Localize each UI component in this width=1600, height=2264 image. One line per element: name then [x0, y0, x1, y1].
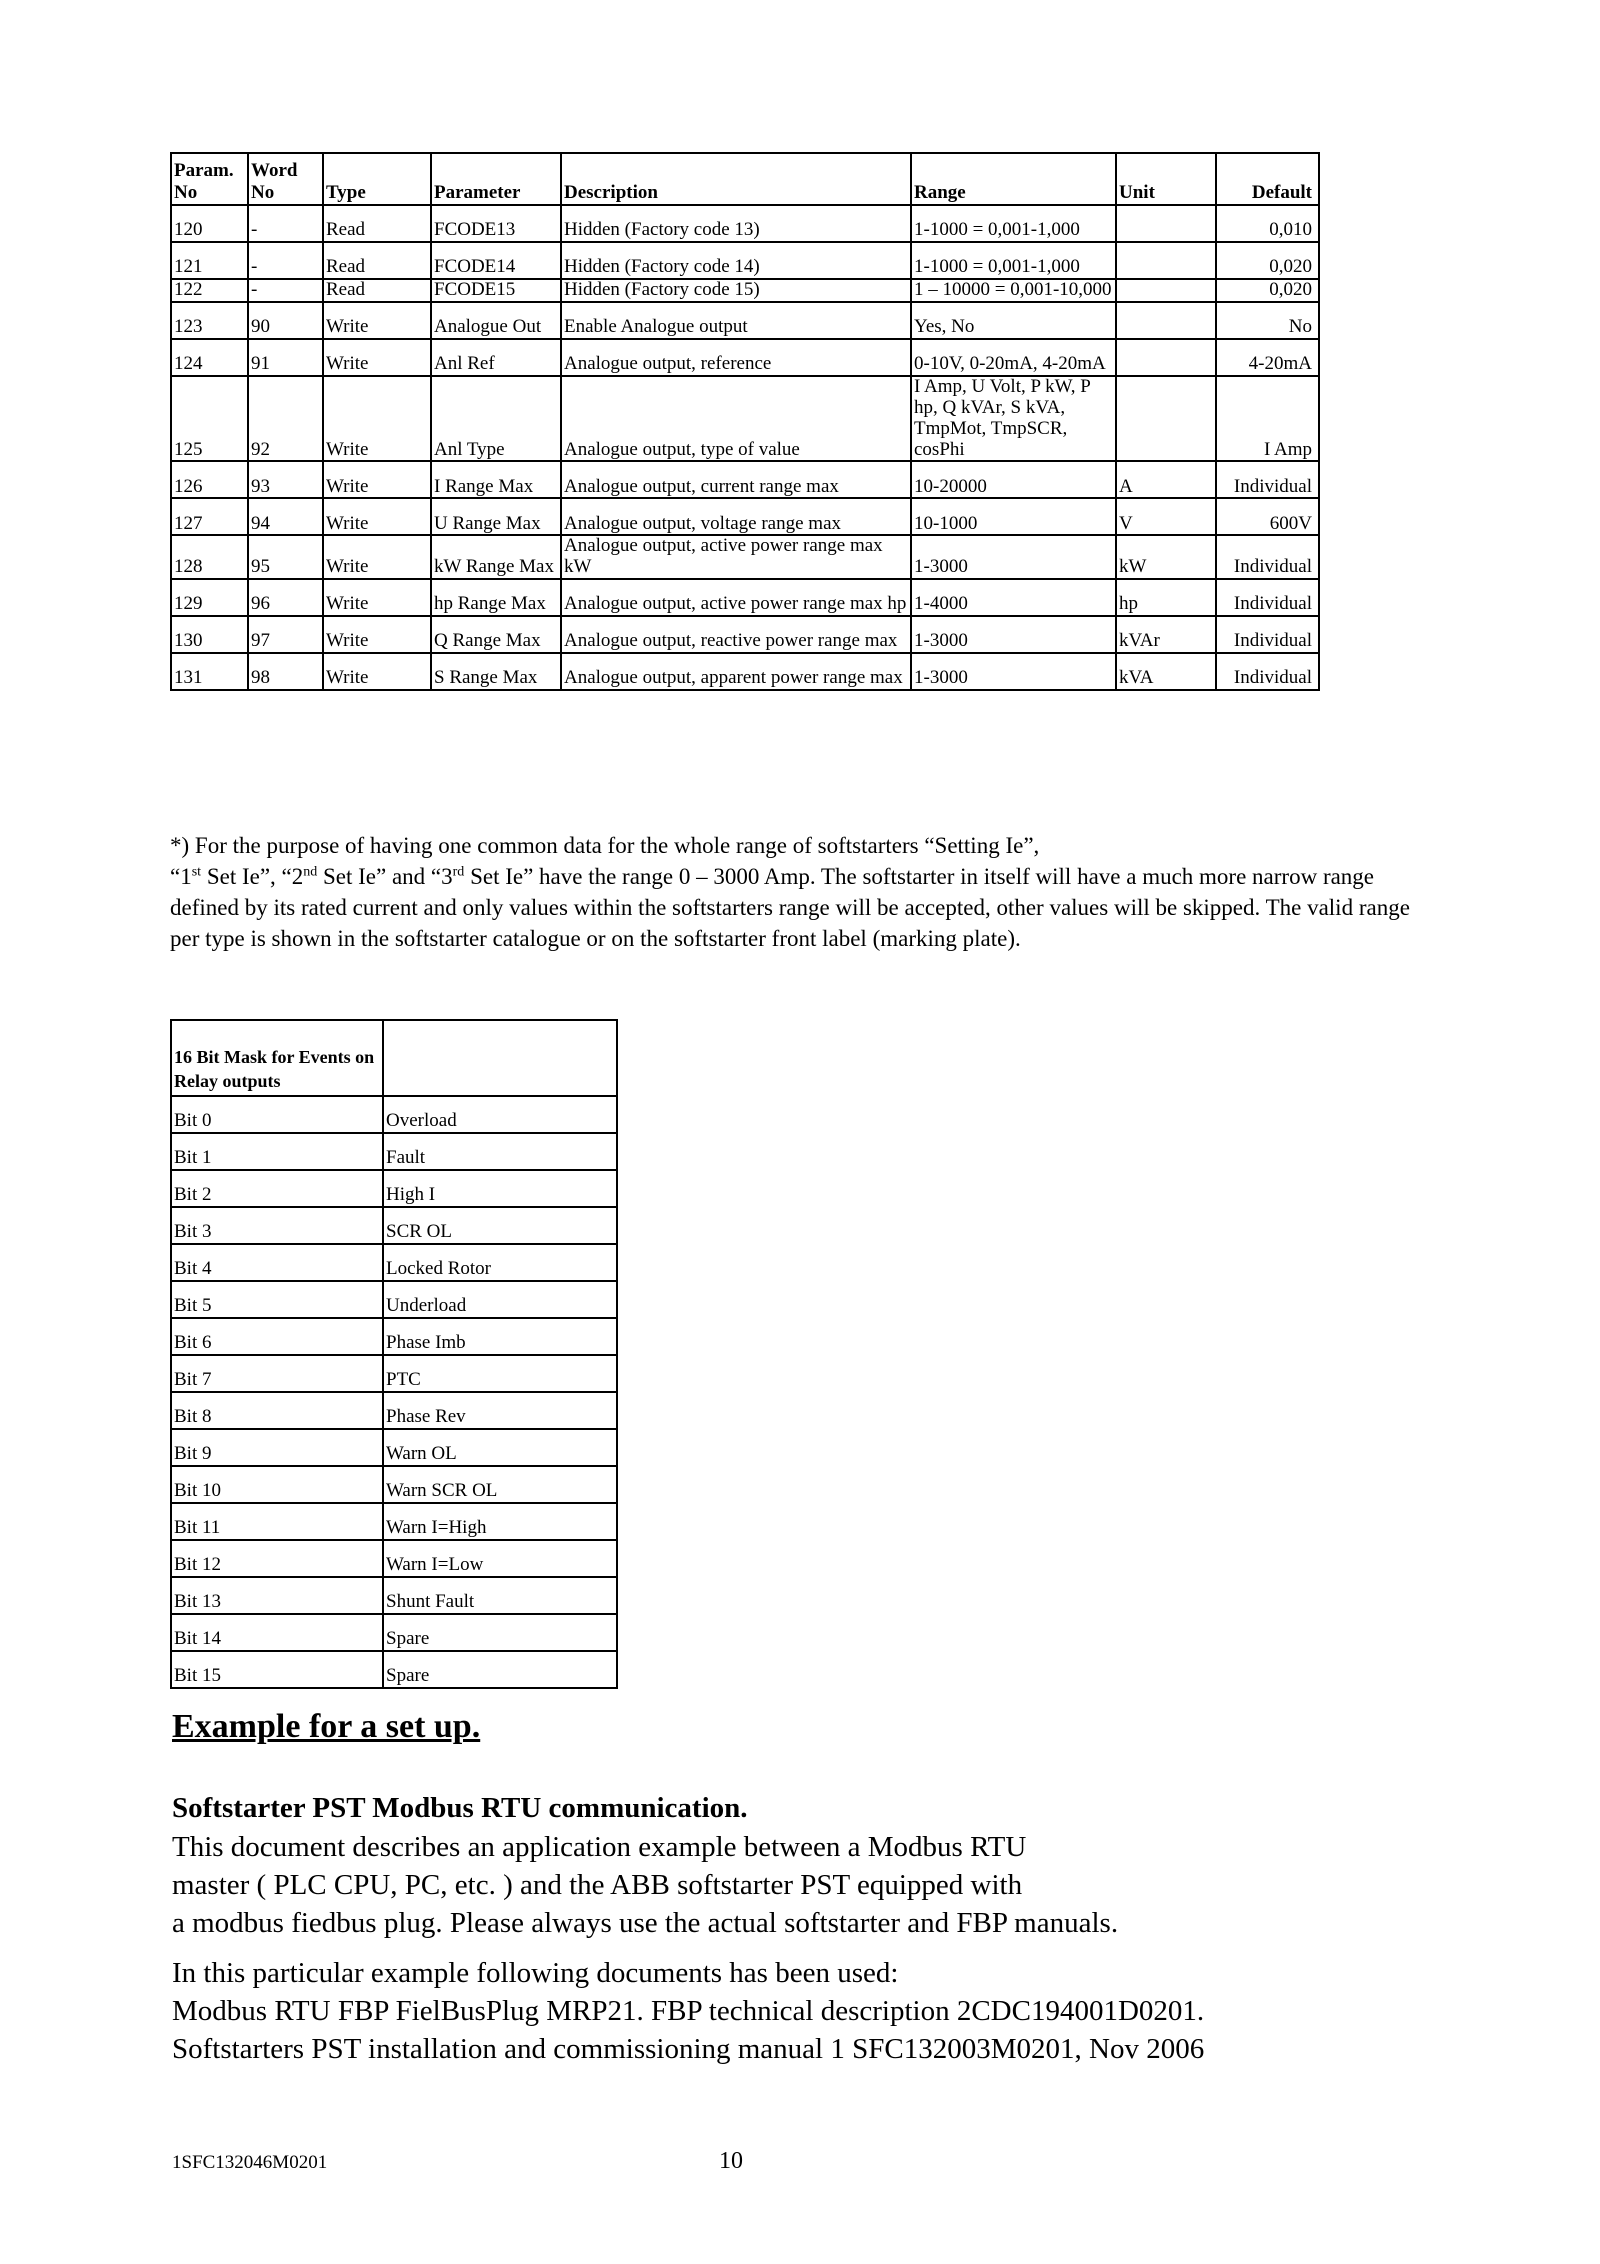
cell-bit: Bit 5: [171, 1281, 383, 1318]
cell-word: -: [248, 242, 323, 279]
cell-unit: [1116, 205, 1216, 242]
cell-word: 98: [248, 653, 323, 690]
cell-param: 130: [171, 616, 248, 653]
cell-event: Warn OL: [383, 1429, 617, 1466]
cell-event: Locked Rotor: [383, 1244, 617, 1281]
cell-bit: Bit 14: [171, 1614, 383, 1651]
table-row: [171, 1429, 617, 1466]
cell-type: Write: [323, 579, 431, 616]
header-unit: Unit: [1116, 153, 1216, 205]
cell-type: Write: [323, 653, 431, 690]
cell-range: 1-1000 = 0,001-1,000: [911, 242, 1116, 279]
table-row: [171, 376, 1319, 462]
cell-range: 1 – 10000 = 0,001-10,000: [911, 279, 1116, 302]
header-range: Range: [911, 153, 1116, 205]
cell-type: Read: [323, 279, 431, 302]
bit-mask-header-empty: [383, 1020, 617, 1096]
cell-param: 122: [171, 279, 248, 302]
cell-unit: [1116, 302, 1216, 339]
cell-word: 90: [248, 302, 323, 339]
cell-event: Warn I=Low: [383, 1540, 617, 1577]
table-row: [171, 461, 1319, 498]
page-number: 10: [719, 2148, 743, 2174]
cell-parameter: FCODE13: [431, 205, 561, 242]
cell-param: 121: [171, 242, 248, 279]
cell-description: Analogue output, reference: [561, 339, 911, 376]
cell-word: 95: [248, 535, 323, 579]
table-row: [171, 1466, 617, 1503]
table-row: [171, 1651, 617, 1688]
cell-word: 91: [248, 339, 323, 376]
cell-parameter: I Range Max: [431, 461, 561, 498]
cell-unit: kVAr: [1116, 616, 1216, 653]
cell-default: Individual: [1216, 616, 1319, 653]
parameter-table: [170, 152, 1320, 691]
cell-event: Shunt Fault: [383, 1577, 617, 1614]
cell-param: 129: [171, 579, 248, 616]
cell-word: 93: [248, 461, 323, 498]
cell-range: I Amp, U Volt, P kW, P hp, Q kVAr, S kVA, TmpMot, TmpSCR, cosPhi: [911, 376, 1116, 462]
footnote-paragraph: *) For the purpose of having one common data for the whole range of softstarters “Setting Ie”, “1st Set Ie”, “2nd Set Ie” and “3rd Set Ie” have the range 0 – 3000 Amp. The softstarter in itself will have a much more narrow range defined by its rated current and only values within the softstarters range will be accepted, other values will be skipped. The valid range per type is shown in the softstarter catalogue or on the softstarter front label (marking plate).: [170, 833, 1410, 951]
cell-event: Underload: [383, 1281, 617, 1318]
cell-type: Write: [323, 616, 431, 653]
cell-event: Phase Rev: [383, 1392, 617, 1429]
cell-default: 4-20mA: [1216, 339, 1319, 376]
cell-unit: [1116, 339, 1216, 376]
table-row: [171, 1170, 617, 1207]
cell-bit: Bit 8: [171, 1392, 383, 1429]
cell-description: Analogue output, apparent power range max: [561, 653, 911, 690]
cell-bit: Bit 12: [171, 1540, 383, 1577]
cell-type: Write: [323, 339, 431, 376]
cell-bit: Bit 7: [171, 1355, 383, 1392]
table-row: [171, 1392, 617, 1429]
cell-event: Spare: [383, 1651, 617, 1688]
cell-default: Individual: [1216, 535, 1319, 579]
cell-range: 1-3000: [911, 653, 1116, 690]
footer-document-number: 1SFC132046M0201: [172, 2152, 328, 2173]
cell-parameter: hp Range Max: [431, 579, 561, 616]
cell-event: High I: [383, 1170, 617, 1207]
cell-event: Warn I=High: [383, 1503, 617, 1540]
cell-type: Write: [323, 376, 431, 462]
table-row: [171, 1281, 617, 1318]
cell-unit: V: [1116, 498, 1216, 535]
cell-event: SCR OL: [383, 1207, 617, 1244]
cell-param: 126: [171, 461, 248, 498]
cell-unit: [1116, 279, 1216, 302]
cell-bit: Bit 0: [171, 1096, 383, 1133]
cell-unit: hp: [1116, 579, 1216, 616]
intro-line: a modbus fiedbus plug. Please always use the actual softstarter and FBP manuals.: [172, 1907, 1119, 1939]
documents-line: Modbus RTU FBP FielBusPlug MRP21. FBP technical description 2CDC194001D0201.: [172, 1995, 1205, 2027]
cell-bit: Bit 1: [171, 1133, 383, 1170]
cell-param: 127: [171, 498, 248, 535]
cell-param: 125: [171, 376, 248, 462]
cell-param: 120: [171, 205, 248, 242]
cell-range: 1-3000: [911, 535, 1116, 579]
header-param-no: Param. No: [171, 153, 248, 205]
cell-range: 1-4000: [911, 579, 1116, 616]
cell-range: 10-20000: [911, 461, 1116, 498]
cell-default: 0,020: [1216, 279, 1319, 302]
cell-type: Read: [323, 205, 431, 242]
cell-default: Individual: [1216, 653, 1319, 690]
cell-unit: [1116, 376, 1216, 462]
cell-word: 94: [248, 498, 323, 535]
cell-event: PTC: [383, 1355, 617, 1392]
cell-type: Read: [323, 242, 431, 279]
cell-parameter: FCODE15: [431, 279, 561, 302]
header-type: Type: [323, 153, 431, 205]
cell-bit: Bit 10: [171, 1466, 383, 1503]
documents-paragraph: [172, 1954, 1522, 2068]
cell-parameter: Q Range Max: [431, 616, 561, 653]
cell-word: 97: [248, 616, 323, 653]
cell-bit: Bit 6: [171, 1318, 383, 1355]
table-row: [171, 279, 1319, 302]
cell-event: Fault: [383, 1133, 617, 1170]
intro-line: master ( PLC CPU, PC, etc. ) and the ABB softstarter PST equipped with: [172, 1869, 1023, 1901]
cell-bit: Bit 15: [171, 1651, 383, 1688]
cell-type: Write: [323, 498, 431, 535]
header-word-no: Word No: [248, 153, 323, 205]
table-row: [171, 205, 1319, 242]
table-row: [171, 498, 1319, 535]
cell-bit: Bit 9: [171, 1429, 383, 1466]
cell-param: 124: [171, 339, 248, 376]
cell-description: Hidden (Factory code 13): [561, 205, 911, 242]
table-row: [171, 579, 1319, 616]
table-row: [171, 1096, 617, 1133]
table-row: [171, 1614, 617, 1651]
table-row: [171, 302, 1319, 339]
cell-parameter: Anl Ref: [431, 339, 561, 376]
cell-default: Individual: [1216, 579, 1319, 616]
intro-paragraph: [172, 1828, 1472, 1942]
cell-parameter: Anl Type: [431, 376, 561, 462]
cell-parameter: kW Range Max: [431, 535, 561, 579]
cell-type: Write: [323, 302, 431, 339]
cell-event: Spare: [383, 1614, 617, 1651]
cell-unit: kVA: [1116, 653, 1216, 690]
cell-parameter: Analogue Out: [431, 302, 561, 339]
cell-parameter: FCODE14: [431, 242, 561, 279]
section-heading: Softstarter PST Modbus RTU communication.: [172, 1792, 748, 1824]
cell-bit: Bit 2: [171, 1170, 383, 1207]
cell-event: Warn SCR OL: [383, 1466, 617, 1503]
cell-description: Analogue output, active power range max kW: [561, 535, 911, 579]
header-parameter: Parameter: [431, 153, 561, 205]
cell-parameter: U Range Max: [431, 498, 561, 535]
cell-unit: A: [1116, 461, 1216, 498]
cell-event: Phase Imb: [383, 1318, 617, 1355]
cell-event: Overload: [383, 1096, 617, 1133]
example-heading: Example for a set up.: [172, 1708, 481, 1745]
table-row: [171, 339, 1319, 376]
table-row: [171, 1355, 617, 1392]
documents-line: Softstarters PST installation and commissioning manual 1 SFC132003M0201, Nov 2006: [172, 2033, 1205, 2065]
cell-type: Write: [323, 461, 431, 498]
cell-range: Yes, No: [911, 302, 1116, 339]
table-row: [171, 616, 1319, 653]
cell-word: 96: [248, 579, 323, 616]
cell-description: Analogue output, active power range max hp: [561, 579, 911, 616]
table-row: [171, 1244, 617, 1281]
cell-unit: [1116, 242, 1216, 279]
cell-param: 128: [171, 535, 248, 579]
cell-default: 600V: [1216, 498, 1319, 535]
cell-description: Analogue output, current range max: [561, 461, 911, 498]
cell-param: 131: [171, 653, 248, 690]
cell-unit: kW: [1116, 535, 1216, 579]
cell-range: 1-1000 = 0,001-1,000: [911, 205, 1116, 242]
header-default: Default: [1216, 153, 1319, 205]
table-row: [171, 1503, 617, 1540]
cell-description: Analogue output, voltage range max: [561, 498, 911, 535]
bit-mask-table: [170, 1019, 618, 1689]
table-row: [171, 1318, 617, 1355]
cell-default: 0,020: [1216, 242, 1319, 279]
cell-type: Write: [323, 535, 431, 579]
cell-range: 10-1000: [911, 498, 1116, 535]
table-row: [171, 1133, 617, 1170]
cell-bit: Bit 13: [171, 1577, 383, 1614]
cell-word: 92: [248, 376, 323, 462]
table-row: [171, 242, 1319, 279]
table-row: [171, 1540, 617, 1577]
cell-description: Analogue output, type of value: [561, 376, 911, 462]
cell-default: Individual: [1216, 461, 1319, 498]
cell-default: I Amp: [1216, 376, 1319, 462]
cell-range: 0-10V, 0-20mA, 4-20mA: [911, 339, 1116, 376]
cell-description: Hidden (Factory code 15): [561, 279, 911, 302]
cell-word: -: [248, 205, 323, 242]
cell-default: 0,010: [1216, 205, 1319, 242]
documents-line: In this particular example following documents has been used:: [172, 1957, 899, 1989]
cell-default: No: [1216, 302, 1319, 339]
table-row: [171, 535, 1319, 579]
bit-mask-header: 16 Bit Mask for Events on Relay outputs: [171, 1020, 383, 1096]
cell-parameter: S Range Max: [431, 653, 561, 690]
cell-param: 123: [171, 302, 248, 339]
cell-description: Enable Analogue output: [561, 302, 911, 339]
bit-mask-header-row: [171, 1020, 617, 1096]
cell-description: Hidden (Factory code 14): [561, 242, 911, 279]
parameter-table-header-row: [171, 153, 1319, 205]
table-row: [171, 653, 1319, 690]
table-row: [171, 1577, 617, 1614]
table-row: [171, 1207, 617, 1244]
cell-word: -: [248, 279, 323, 302]
intro-line: This document describes an application example between a Modbus RTU: [172, 1831, 1027, 1863]
cell-bit: Bit 4: [171, 1244, 383, 1281]
cell-bit: Bit 11: [171, 1503, 383, 1540]
header-description: Description: [561, 153, 911, 205]
cell-bit: Bit 3: [171, 1207, 383, 1244]
cell-description: Analogue output, reactive power range max: [561, 616, 911, 653]
cell-range: 1-3000: [911, 616, 1116, 653]
